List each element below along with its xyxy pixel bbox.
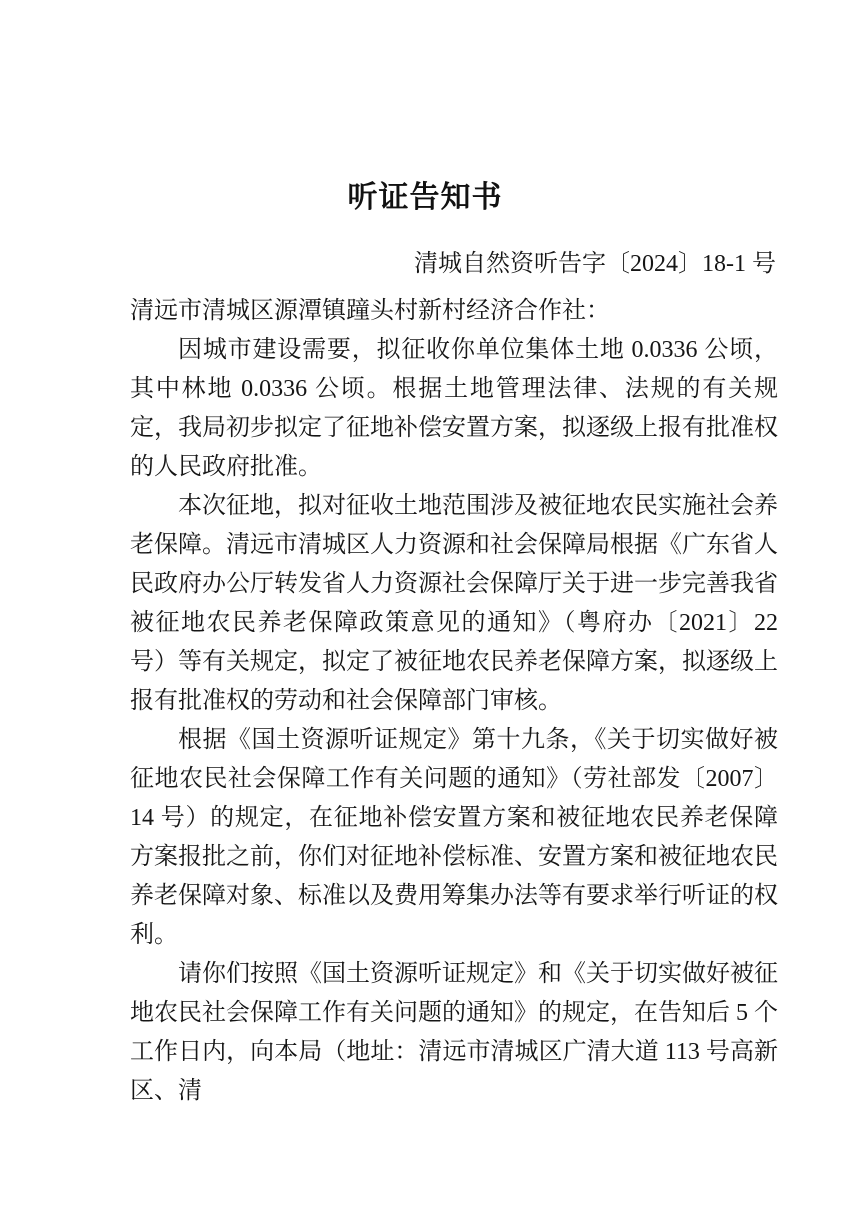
document-number: 清城自然资听告字〔2024〕18-1 号 [414, 251, 776, 277]
body-paragraph: 因城市建设需要，拟征收你单位集体土地 0.0336 公顷，其中林地 0.0336 公顷。根据土地管理法律、法规的有关规定，我局初步拟定了征地补偿安置方案，拟逐级上报有批准权的人民政府批准。 [130, 337, 778, 480]
body-paragraph: 请你们按照《国土资源听证规定》和《关于切实做好被征地农民社会保障工作有关问题的通知》的规定，在告知后 5 个工作日内，向本局（地址：清远市清城区广清大道 113 号高新区、清 [130, 961, 778, 1104]
document-body [130, 292, 778, 1111]
body-paragraph: 本次征地，拟对征收土地范围涉及被征地农民实施社会养老保障。清远市清城区人力资源和社会保障局根据《广东省人民政府办公厅转发省人力资源社会保障厅关于进一步完善我省被征地农民养老保障政策意见的通知》（粤府办〔2021〕22 号）等有关规定，拟定了被征地农民养老保障方案，拟逐级上报有批准权的劳动和社会保障部门审核。 [130, 493, 778, 714]
page-title: 听证告知书 [347, 181, 503, 214]
body-paragraph: 根据《国土资源听证规定》第十九条，《关于切实做好被征地农民社会保障工作有关问题的通知》（劳社部发〔2007〕14 号）的规定，在征地补偿安置方案和被征地农民养老保障方案报批之前，你们对征地补偿标准、安置方案和被征地农民养老保障对象、标准以及费用筹集办法等有要求举行听证的权利。 [130, 727, 778, 948]
salutation-line: 清远市清城区源潭镇蹱头村新村经济合作社： [130, 298, 610, 324]
